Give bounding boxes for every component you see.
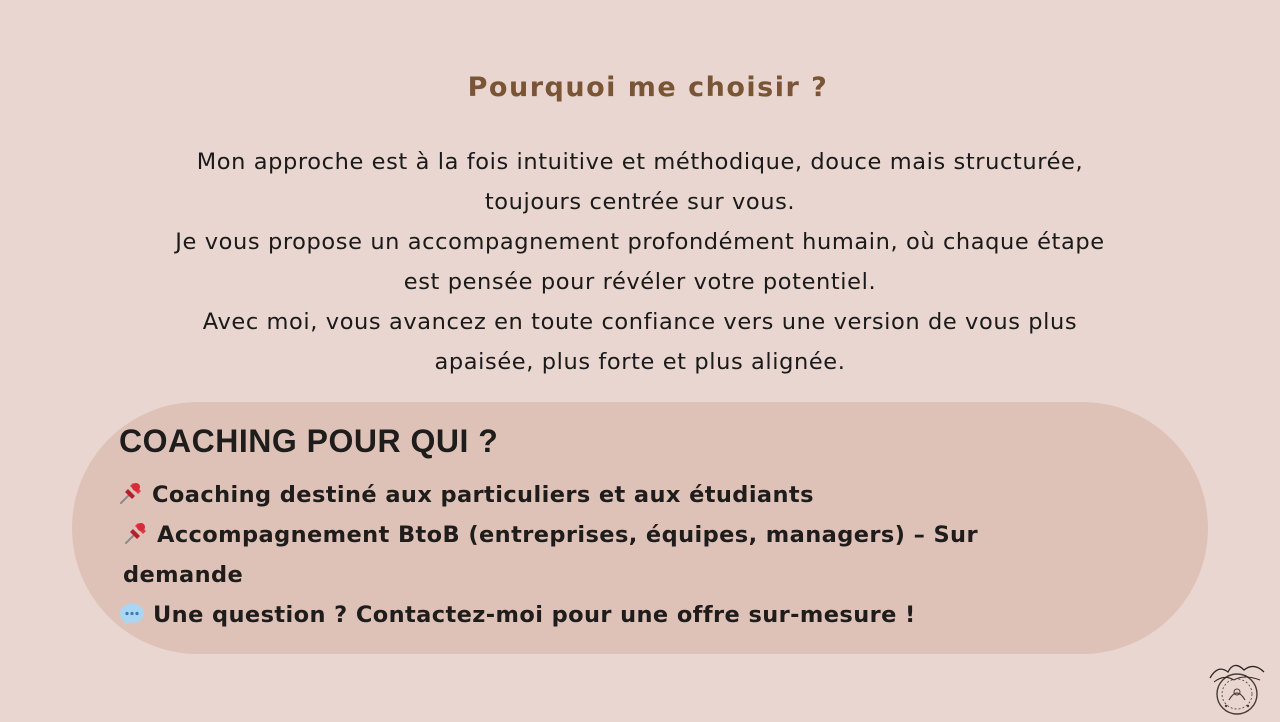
list-item	[118, 475, 1058, 515]
intro-line: Je vous propose un accompagnement profondément humain, où chaque étape	[175, 229, 1105, 255]
coaching-list	[118, 475, 1058, 635]
speech-bubble-icon	[118, 600, 146, 626]
intro-line: est pensée pour révéler votre potentiel.	[403, 269, 877, 295]
pushpin-icon	[123, 519, 149, 545]
list-item-text: Accompagnement BtoB (entreprises, équipes, managers) – Sur demande	[123, 522, 978, 588]
intro-paragraph	[100, 142, 1180, 382]
intro-line: apaisée, plus forte et plus alignée.	[434, 349, 846, 375]
list-item	[118, 595, 1058, 635]
pushpin-icon	[118, 479, 144, 505]
list-item-text: Coaching destiné aux particuliers et aux étudiants	[152, 482, 814, 508]
intro-line: Mon approche est à la fois intuitive et méthodique, douce mais structurée,	[196, 149, 1084, 175]
brand-logo	[1204, 656, 1270, 718]
page-title: Pourquoi me choisir ?	[467, 72, 829, 103]
intro-line: toujours centrée sur vous.	[484, 189, 796, 215]
list-item-text: Une question ? Contactez-moi pour une offre sur-mesure !	[153, 602, 916, 628]
intro-line: Avec moi, vous avancez en toute confiance vers une version de vous plus	[202, 309, 1078, 335]
coaching-heading: COACHING POUR QUI ?	[119, 423, 499, 459]
list-item	[118, 515, 1058, 595]
